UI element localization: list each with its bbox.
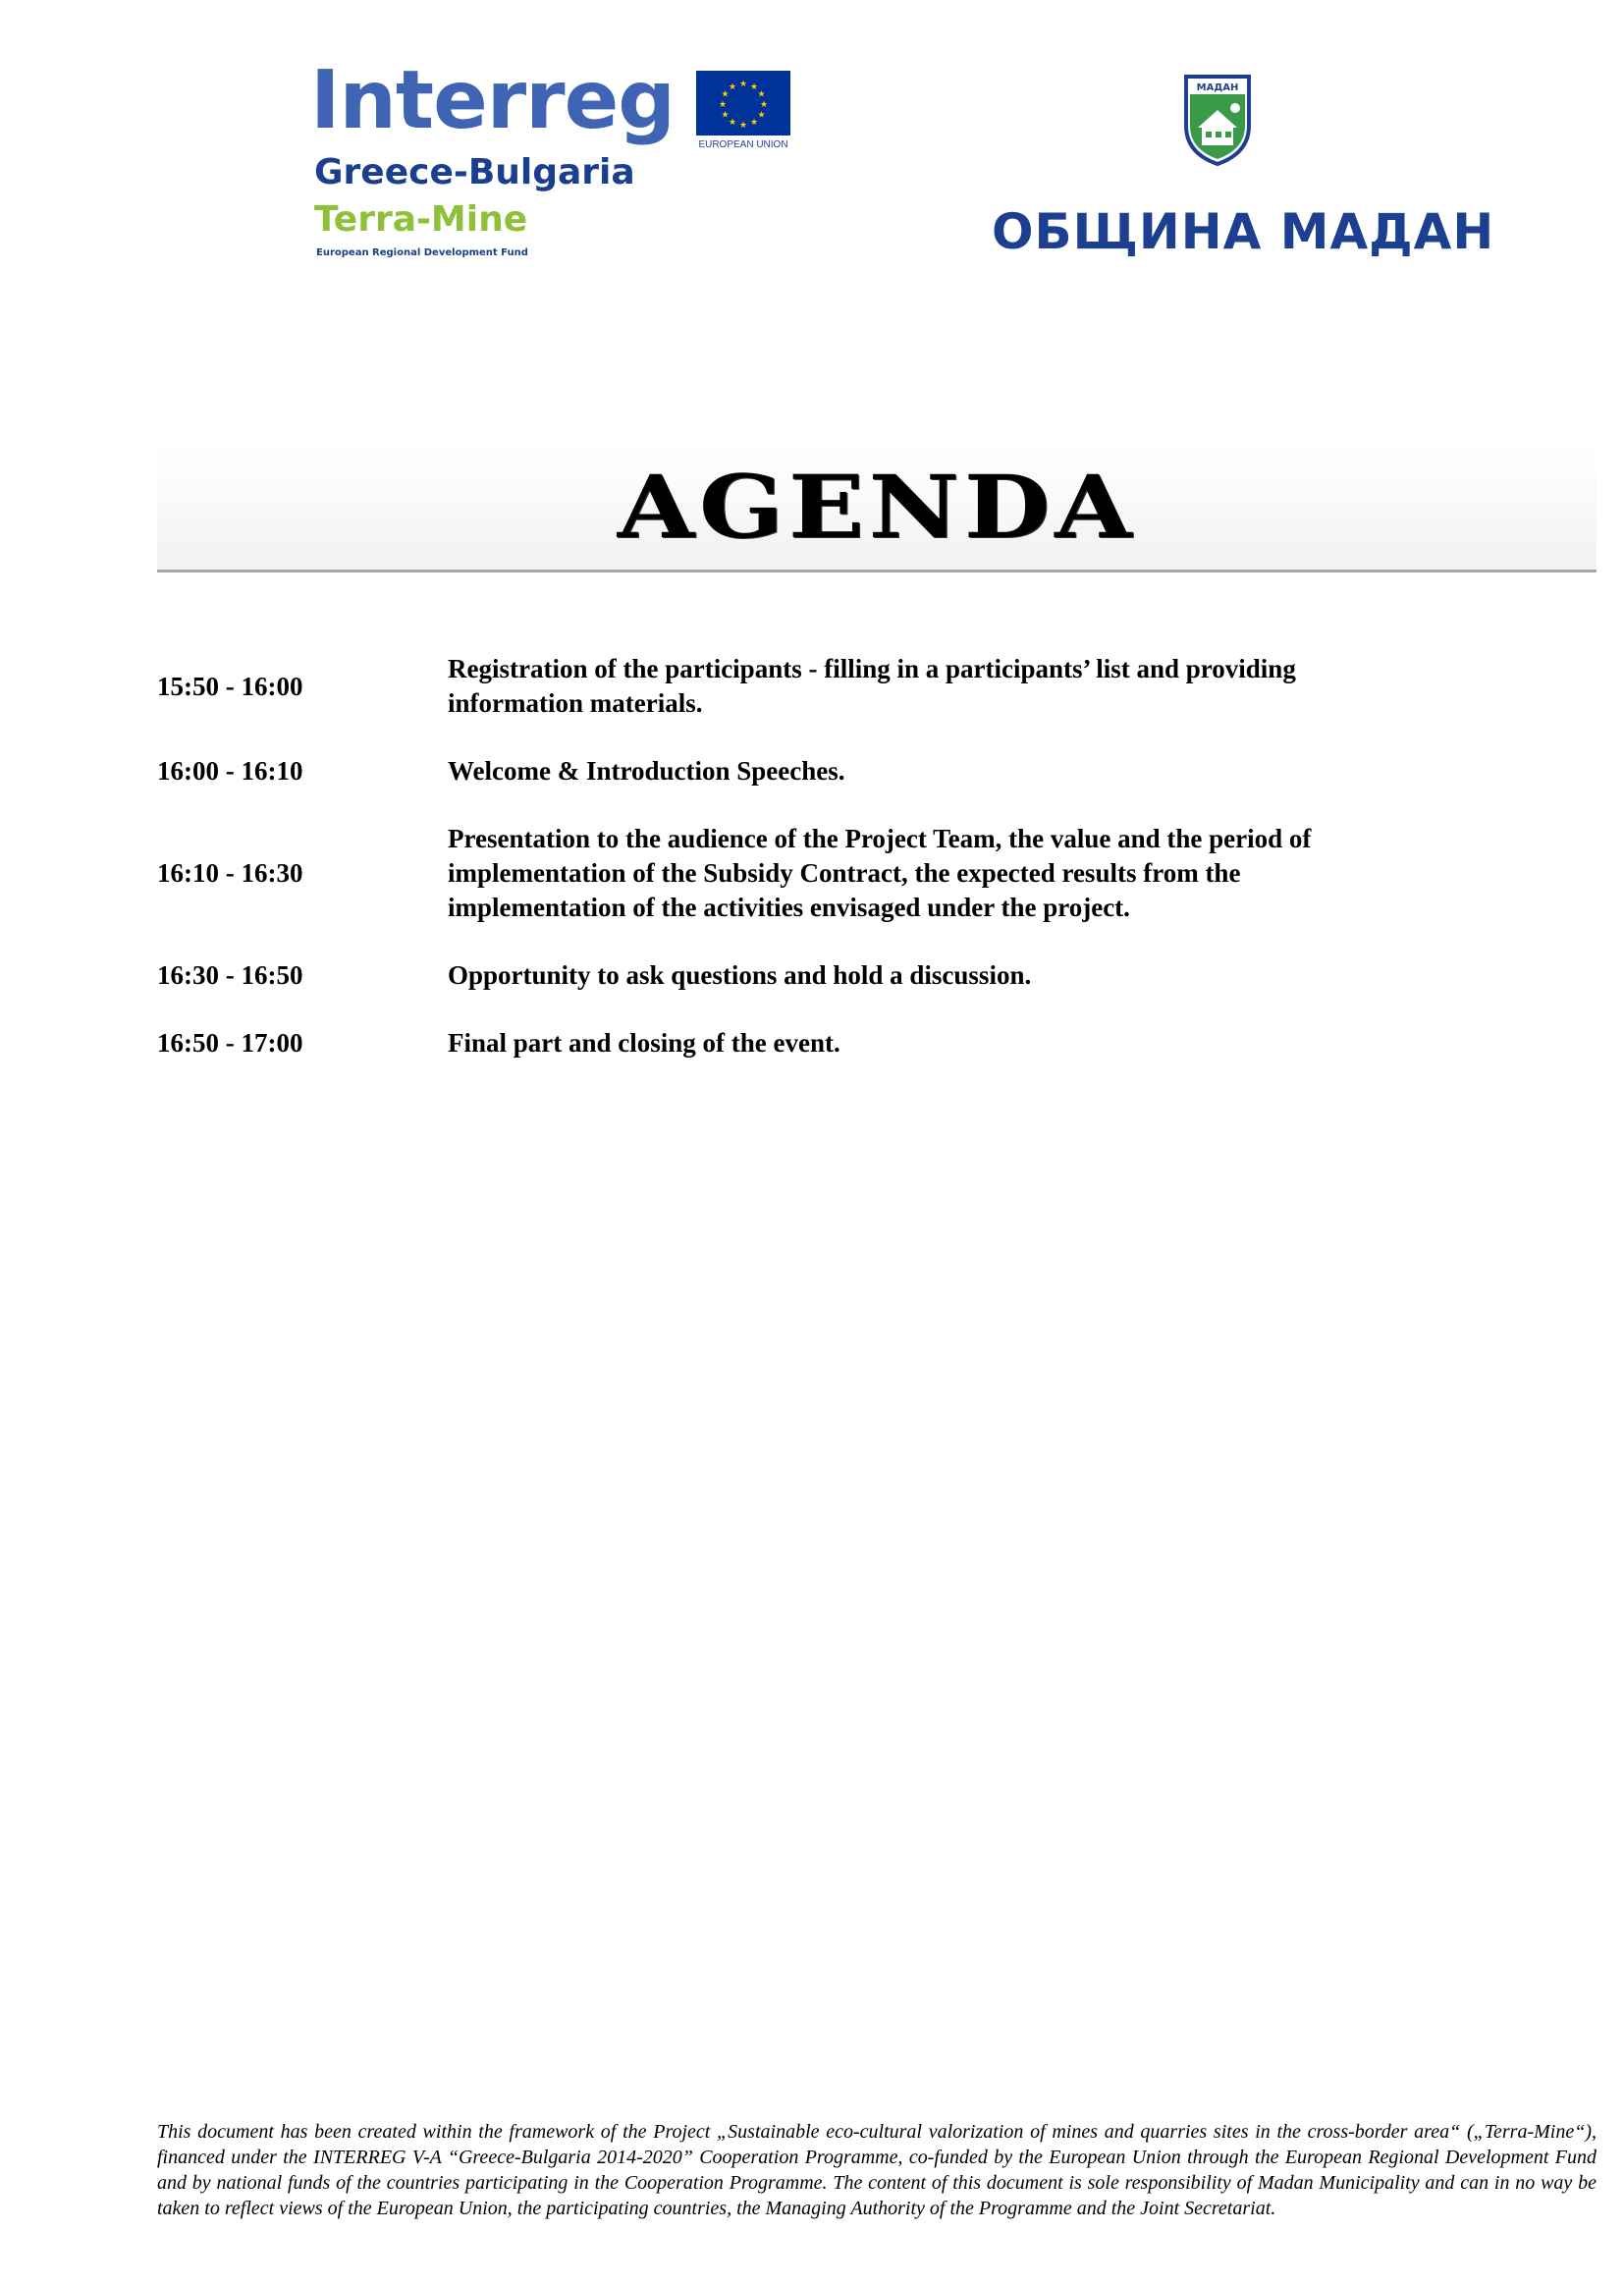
agenda-item <box>157 754 1473 789</box>
eu-label: EUROPEAN UNION <box>698 139 788 150</box>
agenda-item <box>157 652 1473 721</box>
svg-text:★: ★ <box>749 82 759 92</box>
madan-crest-icon <box>1180 69 1255 167</box>
agenda-banner <box>157 444 1597 572</box>
agenda-description-line: Final part and closing of the event. <box>448 1028 840 1058</box>
svg-text:★: ★ <box>738 121 748 131</box>
svg-text:★: ★ <box>728 82 737 92</box>
agenda-description-line: Opportunity to ask questions and hold a discussion. <box>448 960 1032 990</box>
project-name: Terra-Mine <box>314 199 528 240</box>
svg-text:★: ★ <box>718 100 728 110</box>
agenda-description-line: implementation of the activities envisaged under the project. <box>448 893 1130 922</box>
agenda-description-line: information materials. <box>448 688 703 718</box>
page-title: AGENDA <box>617 456 1137 558</box>
agenda-description-line: implementation of the Subsidy Contract, the expected results from the <box>448 858 1241 888</box>
agenda-description-line: Registration of the participants - filling in a participants’ list and providing <box>448 654 1296 683</box>
crest-label: МАДАН <box>1196 82 1239 93</box>
program-name: Greece-Bulgaria <box>314 152 635 192</box>
agenda-time: 16:30 - 16:50 <box>157 960 303 990</box>
svg-text:★: ★ <box>749 118 759 128</box>
svg-text:★: ★ <box>721 110 730 121</box>
svg-text:★: ★ <box>759 100 769 110</box>
interreg-logo <box>291 54 815 271</box>
agenda-description <box>448 1026 1624 1061</box>
agenda-description <box>448 754 1624 789</box>
madan-municipality-logo <box>982 69 1495 265</box>
svg-text:★: ★ <box>721 89 730 100</box>
interreg-wordmark: Interreg <box>310 54 675 147</box>
agenda-time: 16:00 - 16:10 <box>157 756 303 786</box>
svg-text:★: ★ <box>728 118 737 128</box>
footer-disclaimer: This document has been created within the framework of the Project „Sustainable eco-cultural valorization of mines and quarries sites in the cross-border area“ („Terra-Mine“), financed under the INTERREG V-A “Greece-Bulgaria 2014-2020” Cooperation Programme, co-funded by the European Union through the European Regional Development Fund and by national funds of the countries participating in the Cooperation Programme. The content of this document is sole responsibility of Madan Municipality and can in no way be taken to reflect views of the European Union, the participating countries, the Managing Authority of the Programme and the Joint Secretariat. <box>157 2121 1597 2219</box>
agenda-description <box>448 958 1624 993</box>
fund-name: European Regional Development Fund <box>316 247 528 258</box>
agenda-description <box>448 652 1624 721</box>
agenda-item <box>157 958 1473 993</box>
agenda-description-line: Presentation to the audience of the Project Team, the value and the period of <box>448 824 1312 853</box>
agenda-time: 16:10 - 16:30 <box>157 858 303 888</box>
agenda-time: 15:50 - 16:00 <box>157 671 303 701</box>
eu-flag-icon <box>696 71 790 136</box>
agenda-item <box>157 1026 1473 1061</box>
agenda-description-line: Welcome & Introduction Speeches. <box>448 756 845 786</box>
svg-text:★: ★ <box>738 80 748 89</box>
agenda-item <box>157 822 1473 925</box>
agenda-description <box>448 822 1624 925</box>
svg-text:★: ★ <box>757 89 766 100</box>
agenda-list <box>157 652 1473 1094</box>
agenda-time: 16:50 - 17:00 <box>157 1028 303 1058</box>
municipality-name: ОБЩИНА МАДАН <box>992 203 1495 260</box>
svg-text:★: ★ <box>757 110 766 121</box>
